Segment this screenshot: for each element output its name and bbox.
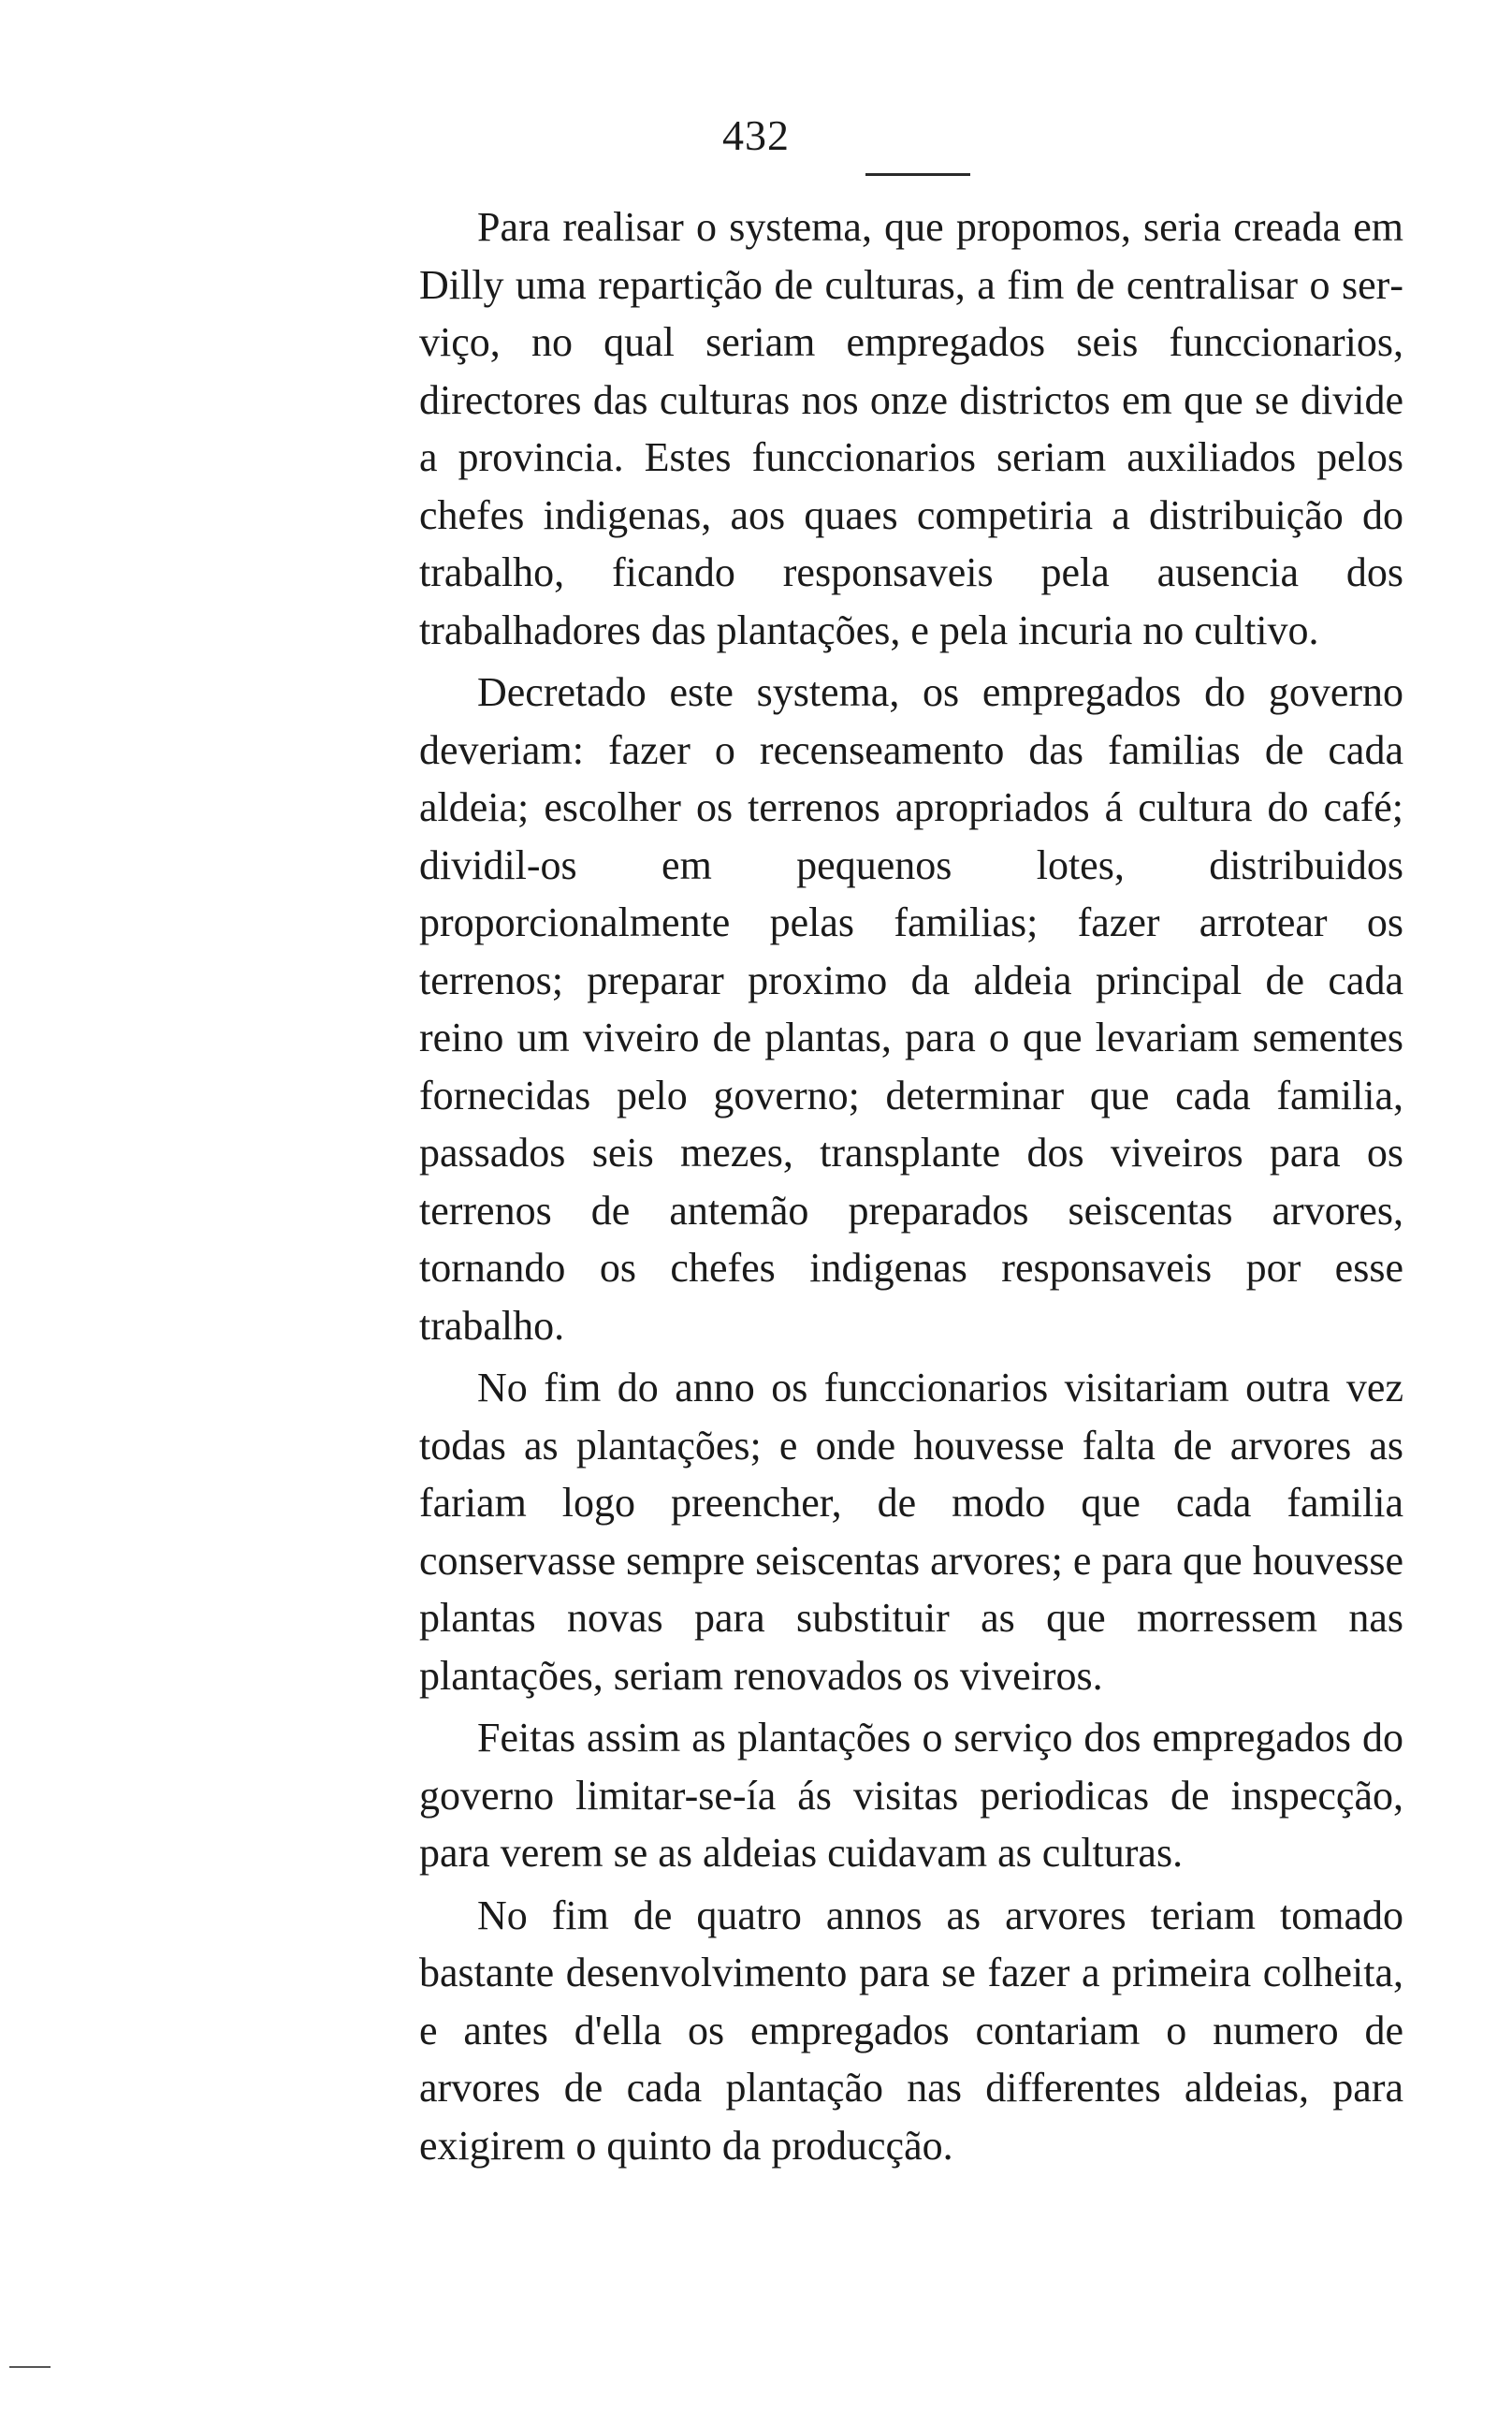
paragraph-5: No fim de quatro annos as arvores teriam tomado bastante desenvolvimento para se fazer a primeira colheita, e antes d'ella os empregados contariam o numero de arvores de cada plantação nas differentes aldeias, para exigirem o quinto da producção.: [419, 1892, 1403, 2169]
paragraph-4: Feitas assim as plantações o serviço dos empregados do governo limitar-se-ía ás visitas periodicas de inspecção, para verem se as aldeias cuidavam as culturas.: [419, 1715, 1403, 1876]
paragraph-2: Decretado este systema, os empregados do governo deveriam: fazer o recenseamento das familias de cada aldeia; escolher os terrenos apropriados á cultura do café; dividil-os em pequenos lotes, distribuidos proporcionalmente pelas familias; fazer arrotear os terrenos; preparar proximo da aldeia principal de cada reino um viveiro de plantas, para o que levariam sementes fornecidas pelo governo; determinar que cada familia, passados seis mezes, transplante dos viveiros para os terrenos de antemão preparados seiscentas arvores, tornando os chefes indigenas responsaveis por esse trabalho.: [419, 669, 1403, 1349]
page-body: [419, 198, 1403, 2174]
margin-mark: [9, 2366, 51, 2368]
paragraph-3: No fim do anno os funccionarios visitariam outra vez todas as plantações; e onde houvesse falta de arvores as fariam logo preencher, de modo que cada familia conservasse sempre seiscentas arvores; e para que houvesse plantas novas para substituir as que morressem nas plantações, seriam renovados os viveiros.: [419, 1365, 1403, 1699]
page-number-rule: [865, 173, 970, 176]
paragraph-1: Para realisar o systema, que propomos, seria creada em Dilly uma repartição de culturas, a fim de centralisar o serviço, no qual seriam empregados seis funccionarios, directores das culturas nos onze districtos em que se divide a provincia. Estes funccionarios seriam auxiliados pelos chefes indigenas, aos quaes competiria a distribuição do trabalho, ficando responsaveis pela ausencia dos trabalhadores das plantações, e pela incuria no cultivo.: [419, 204, 1403, 653]
page-number: 432: [722, 111, 790, 159]
